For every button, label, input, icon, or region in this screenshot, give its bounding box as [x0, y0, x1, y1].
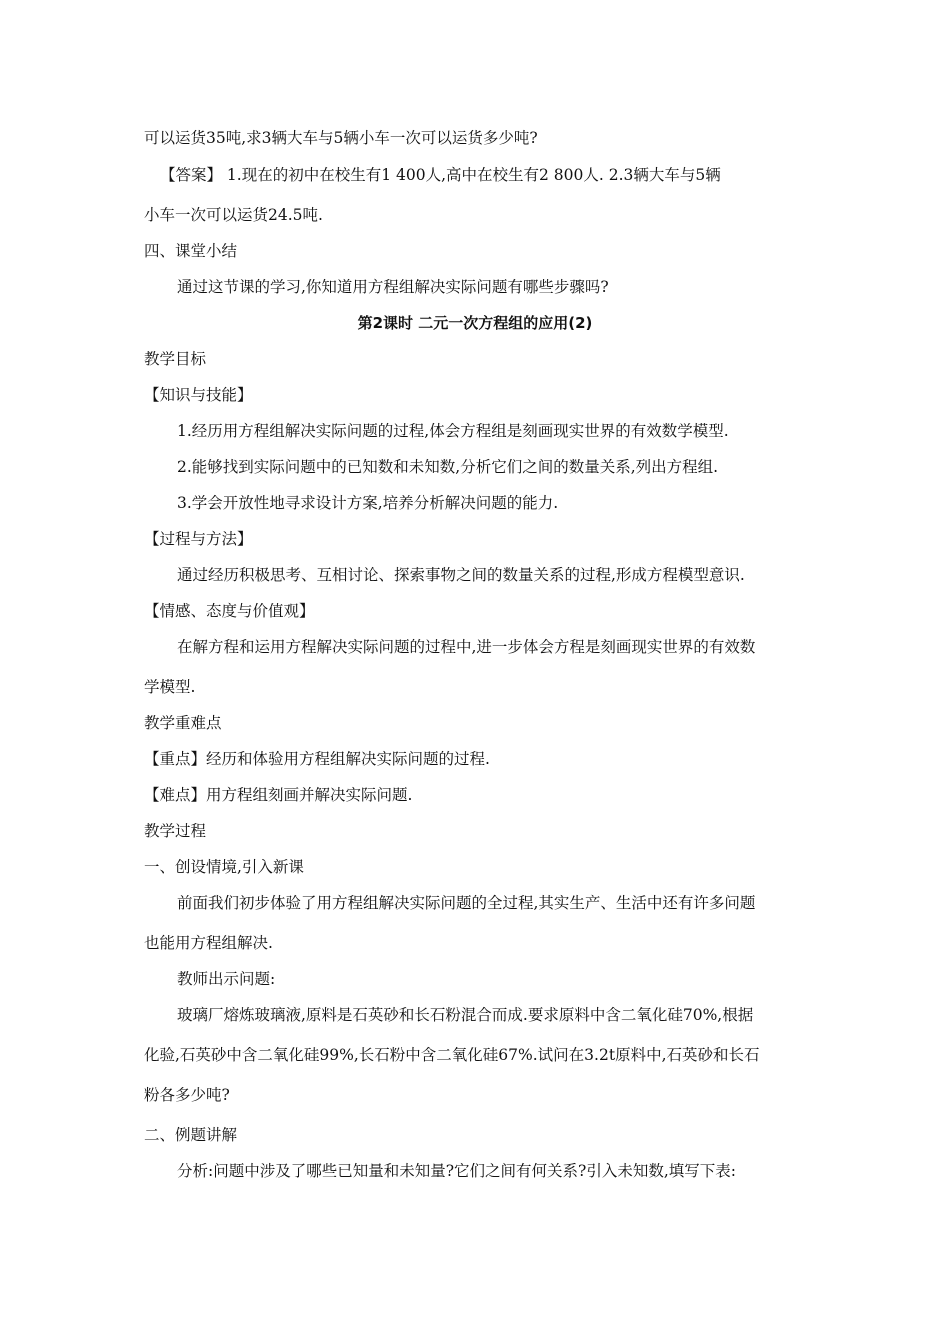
knowledge-item-2: 2.能够找到实际问题中的已知数和未知数,分析它们之间的数量关系,列出方程组.: [177, 458, 719, 476]
teaching-process-heading: 教学过程: [144, 822, 207, 840]
attitude-paragraph-1: 在解方程和运用方程解决实际问题的过程中,进一步体会方程是刻画现实世界的有效数: [177, 638, 756, 656]
answer-text-2: 小车一次可以运货24.5吨.: [144, 206, 323, 224]
process-method-paragraph: 通过经历积极思考、互相讨论、探索事物之间的数量关系的过程,形成方程模型意识.: [177, 566, 745, 584]
section-heading-summary: 四、课堂小结: [144, 242, 238, 260]
intro-paragraph-1: 前面我们初步体验了用方程组解决实际问题的全过程,其实生产、生活中还有许多问题: [177, 894, 756, 912]
summary-paragraph: 通过这节课的学习,你知道用方程组解决实际问题有哪些步骤吗?: [177, 278, 609, 296]
process-method-heading: 【过程与方法】: [144, 530, 253, 548]
attitude-heading: 【情感、态度与价值观】: [144, 602, 315, 620]
knowledge-item-1: 1.经历用方程组解决实际问题的过程,体会方程组是刻画现实世界的有效数学模型.: [177, 422, 729, 440]
carry-over-text: 可以运货35吨,求3辆大车与5辆小车一次可以运货多少吨?: [144, 129, 538, 147]
goals-heading: 教学目标: [144, 350, 207, 368]
problem-paragraph-3: 粉各多少吨?: [144, 1086, 230, 1104]
knowledge-item-3: 3.学会开放性地寻求设计方案,培养分析解决问题的能力.: [177, 494, 559, 512]
problem-paragraph-1: 玻璃厂熔炼玻璃液,原料是石英砂和长石粉混合而成.要求原料中含二氧化硅70%,根据: [177, 1006, 754, 1024]
key-difficult-heading: 教学重难点: [144, 714, 222, 732]
intro-paragraph-2: 也能用方程组解决.: [144, 934, 273, 952]
knowledge-heading: 【知识与技能】: [144, 386, 253, 404]
analysis-paragraph: 分析:问题中涉及了哪些已知量和未知量?它们之间有何关系?引入未知数,填写下表:: [177, 1162, 736, 1180]
lesson-title: 第2课时 二元一次方程组的应用(2): [357, 314, 593, 332]
difficult-point-text: 【难点】用方程组刻画并解决实际问题.: [144, 786, 413, 804]
key-point-text: 【重点】经历和体验用方程组解决实际问题的过程.: [144, 750, 490, 768]
section-heading-examples: 二、例题讲解: [144, 1126, 238, 1144]
problem-paragraph-2: 化验,石英砂中含二氧化硅99%,长石粉中含二氧化硅67%.试问在3.2t原料中,石英砂和长石: [144, 1046, 760, 1064]
teacher-problem-label: 教师出示问题:: [177, 970, 276, 988]
answer-text-1: 【答案】 1.现在的初中在校生有1 400人,高中在校生有2 800人. 2.3辆大车与5辆: [160, 166, 721, 184]
attitude-paragraph-2: 学模型.: [144, 678, 196, 696]
section-heading-intro: 一、创设情境,引入新课: [144, 858, 304, 876]
